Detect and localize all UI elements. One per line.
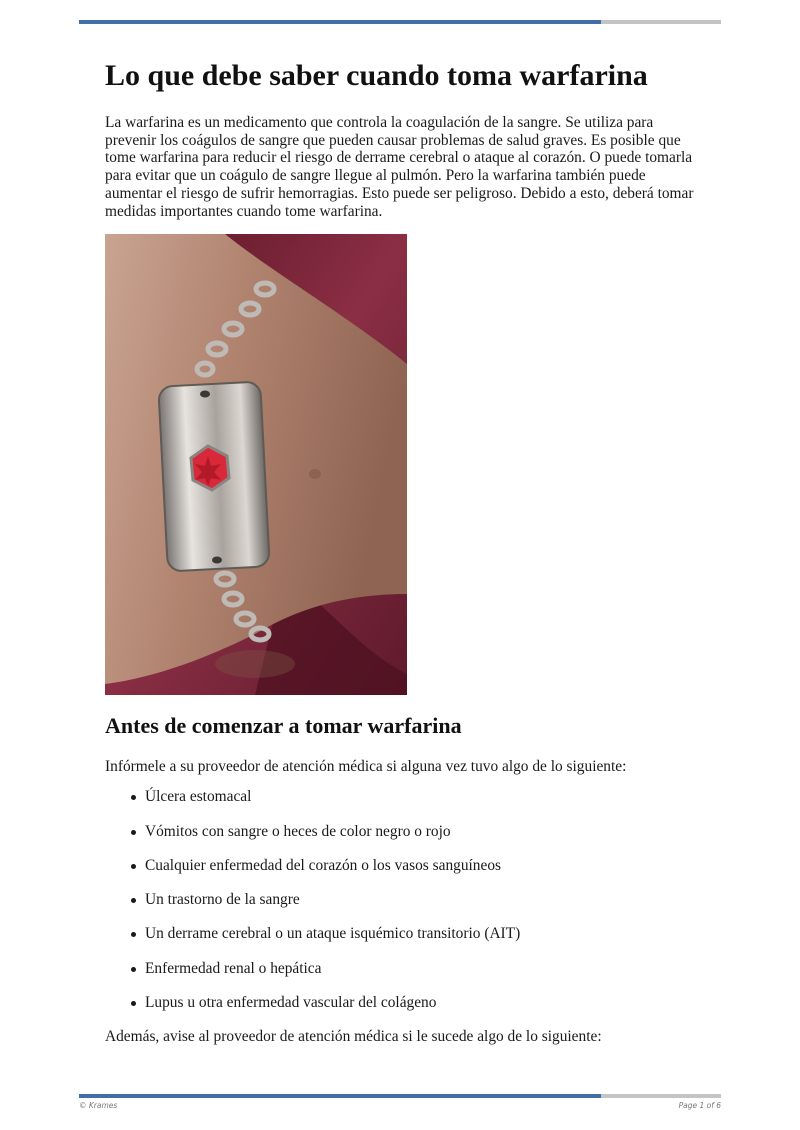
bullet-icon <box>131 967 136 972</box>
list-item-text: Un derrame cerebral o un ataque isquémico transitorio (AIT) <box>145 925 521 943</box>
closing-paragraph: Además, avise al proveedor de atención médica si le sucede algo de lo siguiente: <box>105 1028 602 1046</box>
medical-bracelet-photo <box>105 234 407 695</box>
list-item <box>145 959 695 979</box>
bullet-icon <box>131 898 136 903</box>
section-lead: Infórmele a su proveedor de atención médica si alguna vez tuvo algo de lo siguiente: <box>105 758 627 776</box>
list-item <box>145 856 695 876</box>
bullet-icon <box>131 830 136 835</box>
list-item <box>145 924 695 944</box>
footer-rule-secondary <box>601 1094 721 1098</box>
page-footer <box>79 1101 721 1110</box>
section-heading: Antes de comenzar a tomar warfarina <box>105 713 462 739</box>
footer-rule <box>79 1094 721 1098</box>
list-item-text: Úlcera estomacal <box>145 788 252 806</box>
list-item <box>145 993 695 1013</box>
list-item-text: Lupus u otra enfermedad vascular del colágeno <box>145 994 437 1011</box>
list-item <box>145 822 695 842</box>
copyright-text: © Krames <box>79 1101 118 1110</box>
document-body <box>105 56 695 1047</box>
bullet-icon <box>131 1001 136 1006</box>
page-number: Page 1 of 6 <box>678 1101 721 1110</box>
page-title: Lo que debe saber cuando toma warfarina <box>105 59 648 92</box>
list-item-text: Vómitos con sangre o heces de color negro o rojo <box>145 822 451 840</box>
footer-rule-accent <box>79 1094 601 1098</box>
bullet-icon <box>131 932 136 937</box>
list-item <box>145 787 695 807</box>
header-rule-accent <box>79 20 601 24</box>
header-rule <box>79 20 721 24</box>
list-item-text: Cualquier enfermedad del corazón o los vasos sanguíneos <box>145 856 502 874</box>
conditions-list <box>105 787 695 1013</box>
list-item-text: Un trastorno de la sangre <box>145 891 300 909</box>
bullet-icon <box>131 864 136 869</box>
bullet-icon <box>131 795 136 800</box>
header-rule-secondary <box>601 20 721 24</box>
intro-paragraph: La warfarina es un medicamento que controla la coagulación de la sangre. Se utiliza para prevenir los coágulos de sangre que pueden causar problemas de salud graves. Es posible que tome warfarina para reducir el riesgo de derrame cerebral o ataque al corazón. O puede tomarla para evitar que un coágulo de sangre llegue al pulmón. Pero la warfarina también puede aumentar el riesgo de sufrir hemorragias. Esto puede ser peligroso. Debido a esto, deberá tomar medidas importantes cuando tome warfarina. <box>105 114 694 220</box>
list-item-text: Enfermedad renal o hepática <box>145 959 322 977</box>
list-item <box>145 890 695 910</box>
